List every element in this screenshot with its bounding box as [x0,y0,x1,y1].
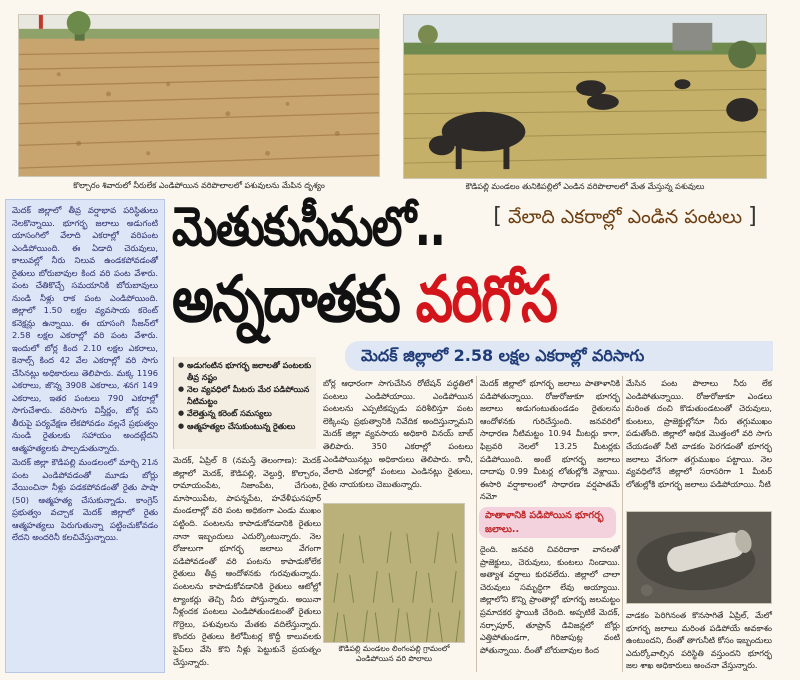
photo-buffaloes-grazing [403,14,767,179]
article-paragraph: వాడకం పెరిగినంత కొనసాగితే ఏప్రిల్, మేలో భూగర్భ జలాలు మరింత పడిపోయే అవకాశం ఉంటుందని, దీంతో తాగునీటి కోసం ఇబ్బందులు ఎదుర్కోవాల్సిన పరిస్థితి వస్తుందని భూగర్భ జల శాఖ అధికారులు అంచనా వేస్తున్నారు. [626,610,772,671]
left-column [5,199,165,673]
article-column-right-d [626,609,772,673]
headline-line-2-red: వరిగోస [415,263,557,337]
highlights-box [173,357,316,449]
article-paragraph: మెదక్, ఏప్రిల్ 8 (నమస్తే తెలంగాణ): మెదక్ జిల్లాలో మెదక్, కౌడిపల్లి, వెల్దుర్తి, కొల్చారం, రామాయంపేట, నిజాంపేట, చేగుంట, మాసాయిపేట, పాపన్నపేట, హవేళీఘనపూర్ మండలాల్లో వరి పంట అధికంగా ఎండు ముఖం పట్టింది. పంటలను కాపాడుకోవడానికి రైతులు నానా ఇబ్బందులు ఎదుర్కొంటున్నారు. నెల రోజులుగా భూగర్భ జలాలు వేగంగా పడిపోవడంతో వరి పంటను కాపాడుకోలేక రైతులు తీవ్ర ఆందోళనకు గురవుతున్నారు. పంటలను కాపాడుకోవడానికి రైతులు ఆటోల్లో ట్యాంకర్లు తెచ్చి నీరు పోస్తున్నారు. అయినా నీళ్లందక పంటలు ఎండిపోతుండటంతో రైతులు గొర్రెలు, పశువులను మేతకు వదిలేస్తున్నారు. కొందరు రైతులు కిలోమీటర్ల కొద్దీ కాలువలకు పైప్‌లు వేసి కొని నీళ్లు పెట్టుకునే ప్రయత్నం చేస్తున్నారు. [173,455,321,667]
photo-caption: కొల్చారం శివారులో నీరులేక ఎండిపోయిన వరిపొలాలలో పశువులను మేపిన దృశ్యం [73,181,325,190]
column-divider [622,376,623,672]
highlight-item: ● నెల వ్యవధిలో మీటరు మేర పడిపోయిన నీటిమట్టం [178,384,313,407]
headline-kicker [481,201,769,235]
photo-caption: కౌడిపల్లి మండలం లింగంపల్లి గ్రామంలో ఎండిపోయిన వరి పొలాలు [338,644,450,663]
photo-dry-field-cattle [18,14,380,177]
highlight-item: ● వేలెత్తున్న కరెంట్ సమస్యలు [178,408,313,420]
headline-line-2 [172,262,556,338]
left-column-paragraph: మెదక్ జిల్లా కౌడిపల్లి మండలంలో మార్చి 21న పంట ఎండిపోవడంతో మూడు బోర్లు వేయించినా నీళ్లు పడకపోవడంతో రైతు పాషా (50) ఆత్మహత్య చేసుకున్నాడు. కాంగ్రెస్ ప్రభుత్వం వచ్చాక మెదక్ జిల్లాలో రైతు ఆత్మహత్యలు పెరుగుతున్నా పట్టించుకోవడం లేదని అందరినీ కలచివేస్తున్నాయి. [12,457,158,542]
article-column-right-c [480,543,620,673]
section-heading-box: పాతాళానికి పడిపోయిన భూగర్భ జలాలు.. [479,507,616,538]
article-column-right-a [480,377,620,505]
subheadline: మెదక్ జిల్లాలో 2.58 లక్షల ఎకరాల్లో వరిసాగు [345,341,773,371]
highlight-item: ● అడుగంటిన భూగర్భ జలాలతో పంటలకు తీవ్ర నష్టం [178,360,313,383]
article-paragraph: మేసిన పంట పొలాలు నీరు లేక ఎండిపోతున్నాయి. రోజురోజుకూ ఎండలు మరింత దంచి కొడుతుండటంతో చెరువులు, కుంటలు, ప్రాజెక్టుల్లోనూ నీరు తగ్గుముఖం పడుతోంది. జిల్లాలో అధిక మొత్తంలో వరి సాగు చేయడంతో నీటి వాడకం పెరగడంతో భూగర్భ జలాలు వేగంగా తగ్గుముఖం పట్టాయి. నెల వ్యవధిలోనే జిల్లాలో సరాసరిగా 1 మీటర్ లోతుల్లోకి భూగర్భ జలాలు పడిపోయాయి. నీటి [626,378,772,489]
headline-kicker-text: వేలాది ఎకరాల్లో ఎండిన పంటలు [507,206,743,228]
photo-caption: కౌడిపల్లి మండలం తునికిపల్లిలో ఎండిన వరిపొలాలలో మేత మేస్తున్న పశువులు [465,182,705,191]
bracket-open: [ [493,204,502,229]
column-divider [476,376,477,672]
article-column-right-b [626,377,772,505]
article-paragraph: దైంది. జనవరి చివరిదాకా వానలతో ప్రాజెక్టులు, చెరువులు, కుంటలు నిండాయి. అత్యాశ వర్షాలు కురవలేదు. జిల్లాలో చాలా చెరువులు సమృద్ధిగా లేవు అయ్యాయి. జిల్లాలోని కొన్ని ప్రాంతాల్లో భూగర్భ జలమట్టం ప్రమాదకర స్థాయికి చేరింది. అప్పటికే మెదక్, నర్సాపూర్, తూప్రాన్ డివిజన్లలో బోర్లు ఎత్తిపోతుండగా, గిరిజాపుట్ల వంటి పోతున్నాయి. దీంతో బోరుబావుల కింద [480,544,620,655]
article-column-body-left [173,454,321,672]
article-paragraph: మెదక్ జిల్లాలో భూగర్భ జలాలు పాతాళానికి పడిపోతున్నాయి. రోజురోజుకూ భూగర్భ జలాలు అడుగంటుతుండడం రైతులను ఆందోళనకు గురిచేస్తుంది. జనవరిలో సాధారణ నీటిమట్టం 10.94 మీటర్లు కాగా, ఫిబ్రవరి నెలలో 13.25 మీటర్లకు పడిపోయింది. అంటే భూగర్భ జలాలు దాదాపు 0.99 మీటర్ల లోతుల్లోకి వెళ్లాయి. ఈసారి వర్షాకాలంలో సాధారణ వర్షపాతమే నమో [480,378,620,502]
photo-dried-paddy [323,503,465,643]
article-column-mid-top [323,377,473,489]
bracket-close: ] [748,204,757,229]
highlight-item: ● ఆత్మహత్యల చేసుకుంటున్న రైతులు [178,421,313,433]
article-paragraph: బోర్ల ఆధారంగా సాగుచేసిన రోటేషన్ పద్ధతిలో పంటలు ఎండిపోయాయి. ఎండిపోయిన పంటలను ఎప్పటికప్పుడు పరిశీలిస్తూ పంట లెక్కింపు ప్రభుత్వానికి నివేదిక అందిస్తున్నామని మెదక్ జిల్లా వ్యవసాయ అధికారి వినయ్ బాబ్ తెలిపారు. 350 ఎకరాల్లో పంటలు ఎండిపోయినట్లు అధికారులు తెలిపారు. కానీ, వేలాది ఎకరాల్లో పంటలు ఎండినట్లు రైతులు, రైతు నాయకులు చెబుతున్నారు. [323,378,473,489]
left-column-paragraph: మెదక్ జిల్లాలో తీవ్ర వర్షాభావ పరిస్థితులు నెలకొన్నాయి. భూగర్భ జలాలు అడుగంటి యాసంగిలో వేలాది ఎకరాల్లో వరిపంట ఎండిపోయింది. ఈ ఏడాది చెరువులు, కాలువల్లో నీరు నిలువ ఉండకపోవడంతో రైతులు బోరుబావుల కింద వరి పంట వేశారు. పంట చేతికొచ్చే సమయానికి బోరుబావులు నుండి నీళ్లు రాక పంట ఎండిపోయింది. జిల్లాలో 1.50 లక్షల వ్యవసాయ కరెంట్ కనెక్షన్లు ఉన్నాయి. ఈ యాసంగి సీజన్‌లో 2.58 లక్షల ఎకరాల్లో వరి పంట వేశారు. ఇందులో బోర్ల కింద 2.10 లక్షల ఎకరాలు, కెనాల్స్ కింద 42 వేల ఎకరాల్లో వరి సాగు చేసినట్లు అధికారులు తెలిపారు. మక్క 1196 ఎకరాలు, జొన్న 3908 ఎకరాలు, శనగ 149 ఎకరాలు, ఇతర పంటలు 790 ఎకరాల్లో సాగుచేశారు. వరిసాగు విస్తీర్ణం, బోర్ల పని తీరుపై పర్యవేక్షణ లేకపోవడం వల్లనే ప్రభుత్వం నుండి రైతులకు సహాయం అందట్లేదని ఆత్మహత్యలకు పాల్పడుతున్నారు. [12,205,158,453]
headline-line-1: మెతుకుసీమలో.. [172,195,445,258]
headline-line-2-black: అన్నదాతకు [172,263,416,337]
photo-borewell-pipe [626,511,772,604]
